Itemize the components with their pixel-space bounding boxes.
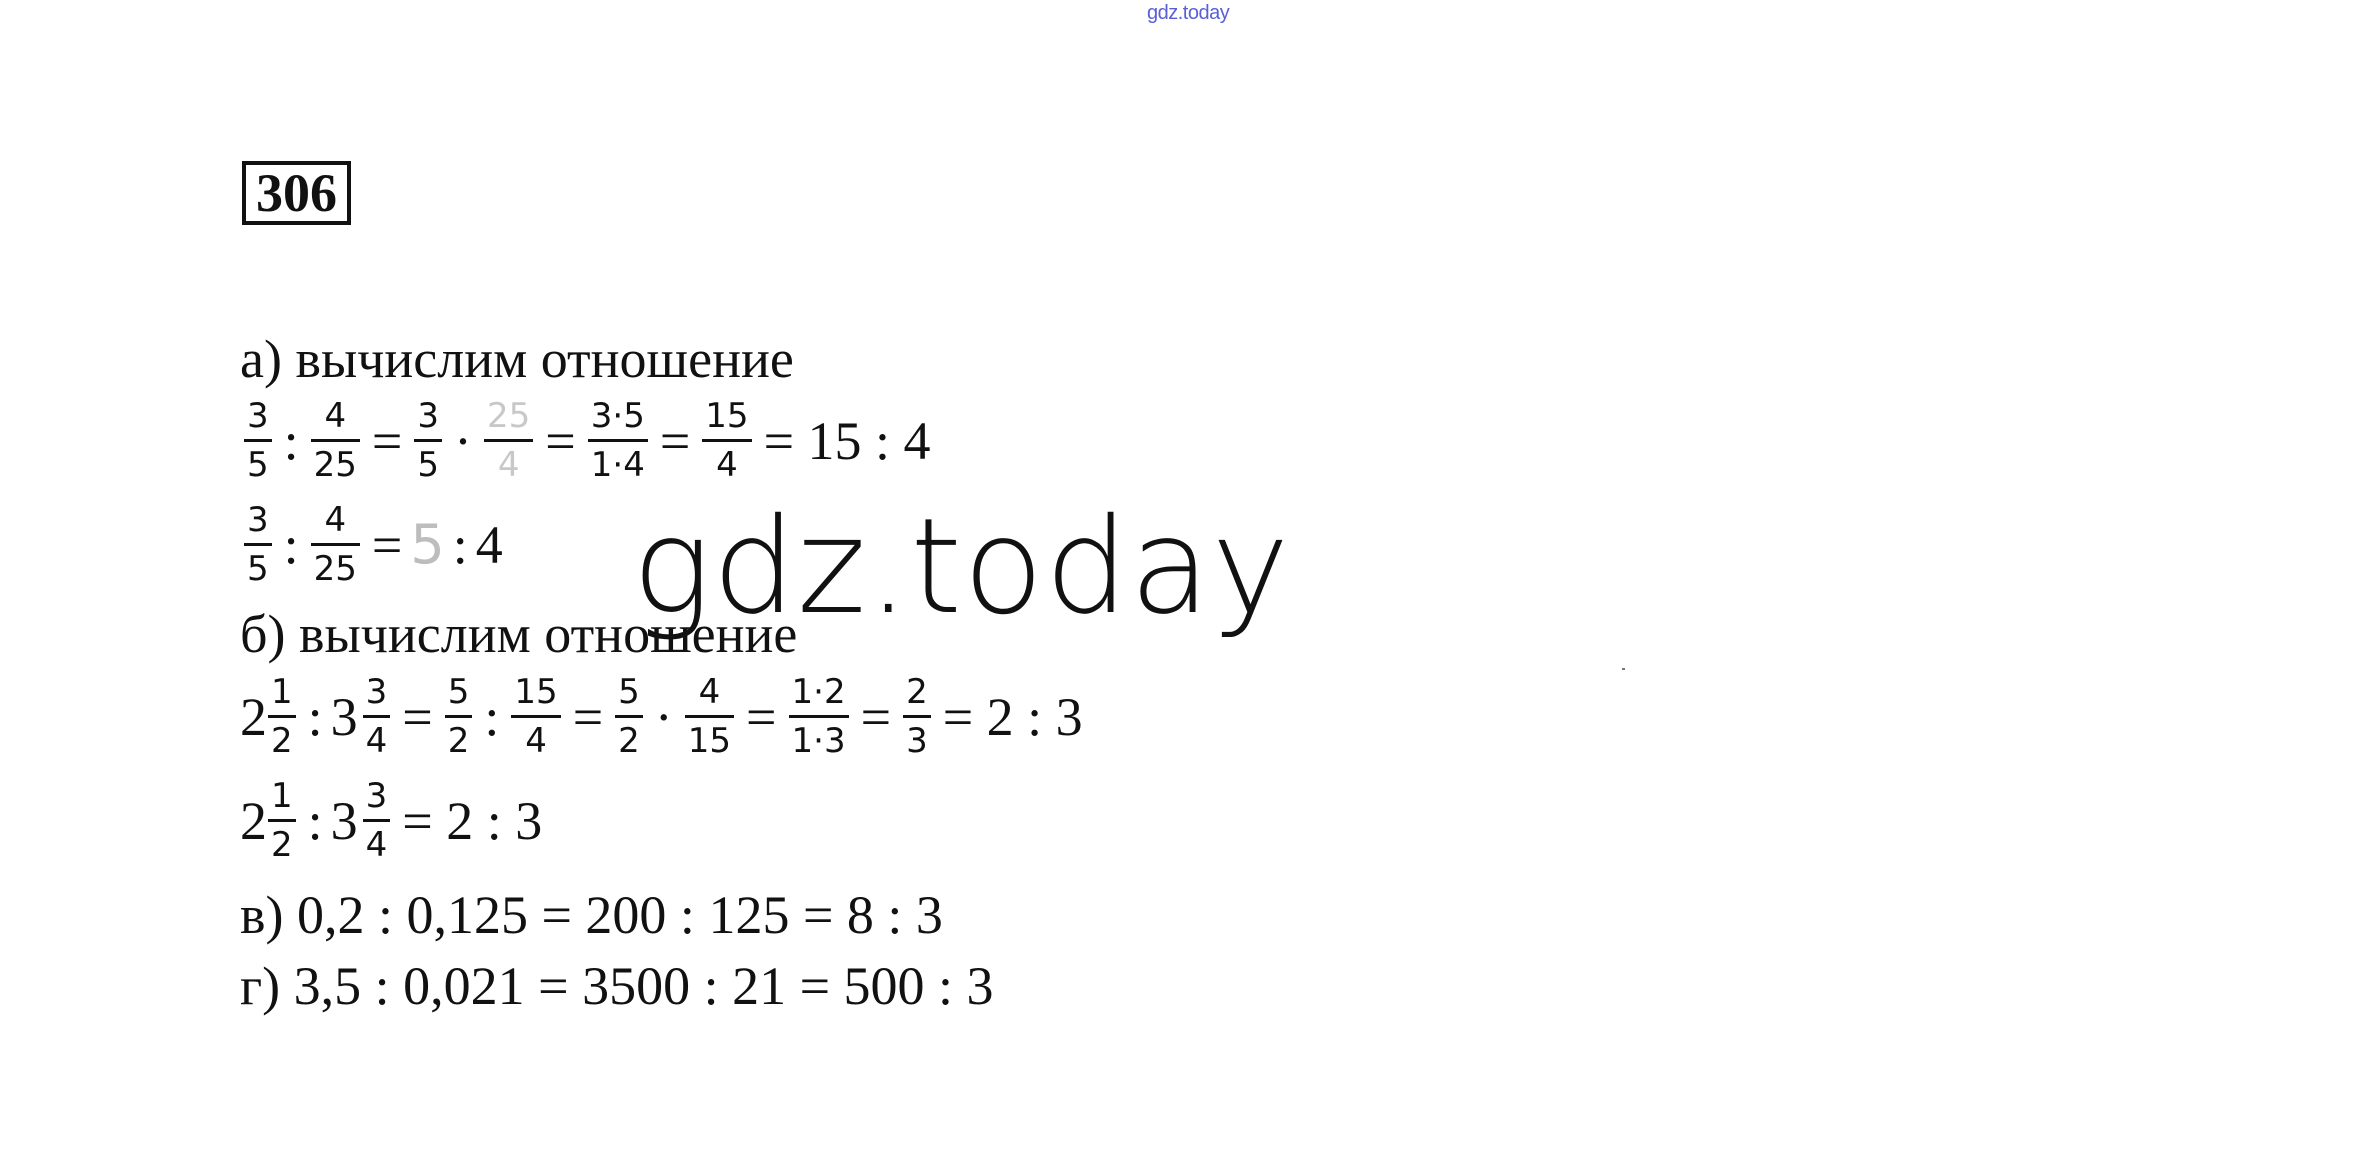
task-number: 306 xyxy=(256,163,337,223)
whole-part: 3 xyxy=(330,790,358,851)
equals: = xyxy=(860,686,892,747)
operator: · xyxy=(454,410,473,471)
fraction: $\frac{5}{2}$ xyxy=(615,672,643,761)
part-a-equation-1 xyxy=(240,396,931,485)
equals: = xyxy=(572,686,604,747)
part-v-equation: в) 0,2 : 0,125 = 200 : 125 = 8 : 3 xyxy=(240,885,943,945)
part-b-equation-1 xyxy=(240,672,1083,761)
fraction: $\frac{3}{4}$ xyxy=(363,776,391,865)
operator: · xyxy=(654,686,673,747)
result-second: 4 xyxy=(475,514,503,575)
ratio-colon: : xyxy=(452,514,468,575)
fraction: $\frac{4}{15}$ xyxy=(685,672,734,761)
fraction: $\frac{3}{4}$ xyxy=(363,672,391,761)
part-b-equation-2 xyxy=(240,776,542,865)
whole-part: 2 xyxy=(240,686,267,747)
fraction: $\frac{3\cdot 5}{1\cdot 4}$ xyxy=(588,396,648,485)
equals: = xyxy=(659,410,691,471)
equals: = xyxy=(746,686,777,747)
watermark: gdz.today xyxy=(632,490,1291,644)
operator: : xyxy=(484,686,500,747)
equals: = xyxy=(545,410,576,471)
fraction: $\frac{2}{3}$ xyxy=(903,672,931,761)
equals: = xyxy=(371,410,403,471)
task-number-box xyxy=(242,161,351,225)
part-b-heading: б) вычислим отношение xyxy=(240,604,798,664)
fraction: $\frac{1}{2}$ xyxy=(268,672,296,761)
fraction: $\frac{3}{5}$ xyxy=(244,396,272,485)
part-a-heading: а) вычислим отношение xyxy=(240,329,794,389)
fraction: $\frac{4}{25}$ xyxy=(311,396,360,485)
operator: : xyxy=(283,514,299,575)
operator: : xyxy=(283,410,299,471)
fraction: $\frac{25}{4}$ xyxy=(484,396,533,485)
operator: : xyxy=(307,686,323,747)
stray-dot xyxy=(1622,668,1625,670)
equals: = xyxy=(371,514,403,575)
fraction: $\frac{4}{25}$ xyxy=(311,500,360,589)
fraction: $\frac{5}{2}$ xyxy=(445,672,473,761)
site-mark: gdz.today xyxy=(1147,2,1230,24)
part-a-equation-2 xyxy=(240,500,503,589)
result: = 2 : 3 xyxy=(942,686,1083,747)
operator: : xyxy=(307,790,323,851)
fraction: $\frac{3}{5}$ xyxy=(414,396,442,485)
result-first: 5 xyxy=(410,513,445,576)
fraction: $\frac{15}{4}$ xyxy=(702,396,751,485)
part-g-equation: г) 3,5 : 0,021 = 3500 : 21 = 500 : 3 xyxy=(240,956,994,1016)
fraction: $\frac{15}{4}$ xyxy=(511,672,560,761)
result: = 2 : 3 xyxy=(402,790,543,851)
equals: = xyxy=(402,686,433,747)
whole-part: 3 xyxy=(330,686,358,747)
fraction: $\frac{1\cdot 2}{1\cdot 3}$ xyxy=(789,672,849,761)
fraction: $\frac{1}{2}$ xyxy=(268,776,296,865)
whole-part: 2 xyxy=(240,790,267,851)
result: = 15 : 4 xyxy=(763,410,931,471)
fraction: $\frac{3}{5}$ xyxy=(244,500,272,589)
